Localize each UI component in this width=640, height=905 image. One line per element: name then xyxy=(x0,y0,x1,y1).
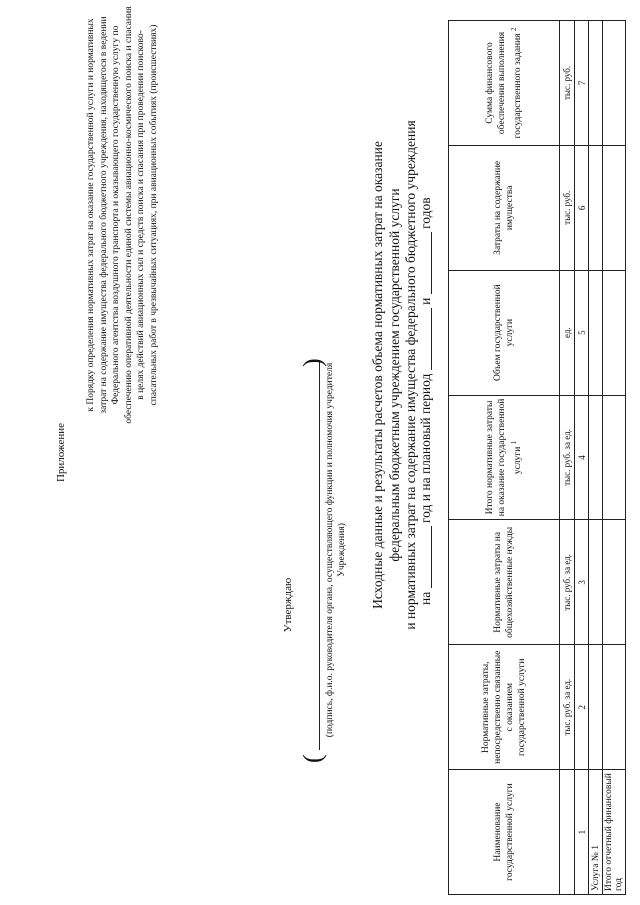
table-cell xyxy=(603,270,626,395)
unit-cell xyxy=(560,770,575,895)
column-number: 4 xyxy=(575,395,589,520)
signature-bracket-right: ) xyxy=(298,358,327,367)
signature-line xyxy=(319,360,320,750)
period-line xyxy=(418,185,434,605)
norm-cost-table xyxy=(448,20,626,895)
header-financial-support: Сумма финансового обеспечения выполнения государственного задания $^2$ xyxy=(449,21,560,146)
table-header-row xyxy=(449,21,560,895)
column-number: 2 xyxy=(575,645,589,770)
row-label: Услуга № 1 xyxy=(589,770,603,895)
column-number: 5 xyxy=(575,270,589,395)
signature-caption: (подпись, ф.и.о. руководителя органа, осуществляющего функции и полномочия учредителя Учреждения) xyxy=(325,362,347,738)
plan-year-2-blank xyxy=(431,232,432,294)
unit-cell: ед. xyxy=(560,270,575,395)
table-cell xyxy=(589,645,603,770)
table-row xyxy=(589,21,603,895)
unit-cell: тыс. руб. xyxy=(560,21,575,146)
header-direct-costs: Нормативные затраты, непосредственно связанные с оказанием государственной услуги xyxy=(449,645,560,770)
period-and: и xyxy=(418,297,433,305)
column-number: 7 xyxy=(575,21,589,146)
column-number: 6 xyxy=(575,145,589,270)
column-number: 1 xyxy=(575,770,589,895)
header-service-volume: Объем государственной услуги xyxy=(449,270,560,395)
period-years: годов xyxy=(418,197,433,229)
title-line-1: Исходные данные и результаты расчетов объема нормативных затрат на оказание xyxy=(370,141,385,609)
table-cell xyxy=(603,520,626,645)
table-units-row xyxy=(560,21,575,895)
unit-cell: тыс. руб. за ед. xyxy=(560,395,575,520)
unit-cell: тыс. руб. за ед. xyxy=(560,645,575,770)
header-property-costs: Затраты на содержание имущества xyxy=(449,145,560,270)
header-service-name: Наименование государственной услуги xyxy=(449,770,560,895)
header-total-costs: Итого нормативные затраты на оказание государственной услуги $^1$ xyxy=(449,395,560,520)
unit-cell: тыс. руб. xyxy=(560,145,575,270)
table-cell xyxy=(603,145,626,270)
table-cell xyxy=(589,270,603,395)
header-general-costs: Нормативные затраты на общехозяйственные нужды xyxy=(449,520,560,645)
plan-year-1-blank xyxy=(431,308,432,370)
column-number: 3 xyxy=(575,520,589,645)
table-cell xyxy=(603,21,626,146)
title-line-2: федеральным бюджетным учреждением государственной услуги xyxy=(386,188,402,562)
document-title xyxy=(370,25,420,725)
period-mid: год и на плановый период xyxy=(418,373,433,524)
table-cell xyxy=(589,21,603,146)
table-cell xyxy=(589,145,603,270)
appendix-title: Приложение xyxy=(55,422,67,483)
table-cell xyxy=(603,645,626,770)
year-blank xyxy=(431,526,432,588)
period-na: на xyxy=(418,591,433,605)
signature-bracket-left: ( xyxy=(298,754,327,763)
title-line-3: и нормативных затрат на содержание имущества федерального бюджетного учреждения xyxy=(403,120,418,630)
table-cell xyxy=(603,395,626,520)
row-label: Итого отчетный финансовый год xyxy=(603,770,626,895)
table-number-row xyxy=(575,21,589,895)
table-row xyxy=(603,21,626,895)
unit-cell: тыс. руб. за ед. xyxy=(560,520,575,645)
appendix-description: к Порядку определения нормативных затрат на оказание государственной услуги и нормативных затрат на содержание имущества федерального бюджетного учреждения, находящегося в ведении Федерального агентства воздушного транспорта и оказывающего государственную услугу по обеспечению оперативной деятельности единой системы авиационно-космического поиска и спасания в целях действий авиационных сил и средств поиска и спасания при проведении поисково-спасательных работ в чрезвычайных ситуациях, при авиационных событиях (происшествиях) xyxy=(86,6,159,424)
table-cell xyxy=(589,395,603,520)
approval-title: Утверждаю xyxy=(282,577,294,633)
table-cell xyxy=(589,520,603,645)
